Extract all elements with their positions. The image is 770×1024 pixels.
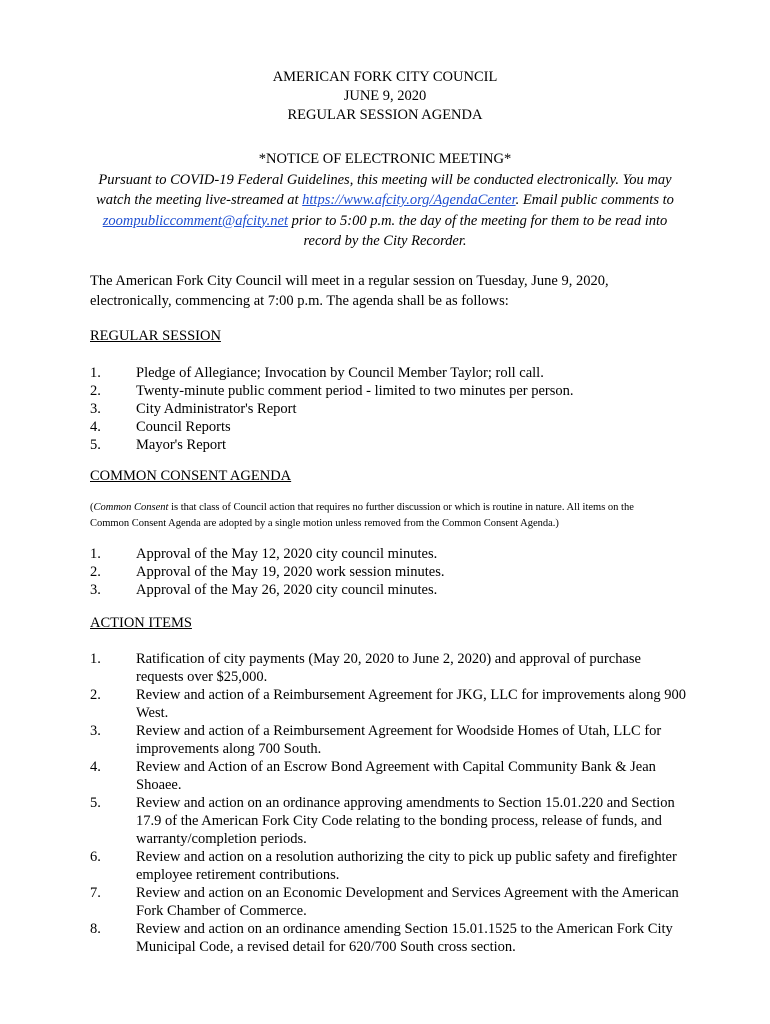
item-text: Review and action on a resolution authorizing the city to pick up public safety and firefighter employee retirement contributions. [136,849,677,883]
item-text: Ratification of city payments (May 20, 2020 to June 2, 2020) and approval of purchase requests over $25,000. [136,651,641,685]
item-number: 5. [90,437,101,453]
agenda-center-link[interactable]: https://www.afcity.org/AgendaCenter [302,192,516,208]
list-item [90,364,690,382]
note-emphasis: Common Consent [93,502,169,513]
item-text: Review and Action of an Escrow Bond Agreement with Capital Community Bank & Jean Shoaee. [136,759,656,793]
intro-paragraph: The American Fork City Council will meet in a regular session on Tuesday, June 9, 2020, electronically, commencing at 7:00 p.m. The agenda shall be as follows: [90,273,609,309]
list-item [90,581,690,599]
item-number: 3. [90,723,101,739]
regular-session-list [90,364,690,454]
item-number: 6. [90,849,101,865]
item-number: 4. [90,419,101,435]
notice-text-3: prior to 5:00 p.m. the day of the meeting for them to be read into record by the City Recorder. [288,212,668,249]
item-text: Approval of the May 12, 2020 city council minutes. [136,546,438,562]
list-item [90,758,690,794]
notice-text-1: Pursuant to COVID-19 Federal Guidelines, this meeting will be conducted electronically. You may watch the meeting live-streamed at [96,171,672,208]
header-date: JUNE 9, 2020 [343,88,427,104]
agenda-header [0,68,770,125]
item-text: Approval of the May 26, 2020 city council minutes. [136,582,438,598]
item-text: Twenty-minute public comment period - limited to two minutes per person. [136,383,574,399]
list-item [90,848,690,884]
item-number: 3. [90,582,101,598]
list-item [90,436,690,454]
item-text: Review and action on an ordinance amending Section 15.01.1525 to the American Fork City Municipal Code, a revised detail for 620/700 South cross section. [136,921,673,955]
notice-body [96,172,674,250]
item-number: 2. [90,687,101,703]
header-council-name: AMERICAN FORK CITY COUNCIL [272,69,498,85]
list-item [90,794,690,848]
electronic-meeting-notice [90,149,680,252]
action-items-list [90,650,690,956]
note-text: is that class of Council action that requires no further discussion or which is routine in nature. All items on the Common Consent Agenda are adopted by a single motion unless removed from the Common Consent Agenda.) [90,502,634,529]
common-consent-note [90,500,670,531]
list-item [90,686,690,722]
list-item [90,650,690,686]
list-item [90,722,690,758]
list-item [90,418,690,436]
notice-text-2: . Email public comments to [515,192,674,208]
item-number: 7. [90,885,101,901]
item-text: Review and action on an Economic Development and Services Agreement with the American Fork Chamber of Commerce. [136,885,679,919]
item-number: 4. [90,759,101,775]
list-item [90,563,690,581]
item-text: City Administrator's Report [136,401,297,417]
header-session-title: REGULAR SESSION AGENDA [287,107,483,123]
notice-title: *NOTICE OF ELECTRONIC MEETING* [258,151,512,167]
item-text: Review and action on an ordinance approving amendments to Section 15.01.220 and Section 17.9 of the American Fork City Code relating to the bonding process, release of funds, and warranty/completion periods. [136,795,675,847]
common-consent-list [90,545,690,599]
list-item [90,884,690,920]
item-text: Pledge of Allegiance; Invocation by Council Member Taylor; roll call. [136,365,544,381]
item-number: 3. [90,401,101,417]
item-text: Review and action of a Reimbursement Agreement for Woodside Homes of Utah, LLC for improvements along 700 South. [136,723,662,757]
item-number: 1. [90,651,101,667]
item-text: Approval of the May 19, 2020 work session minutes. [136,564,445,580]
item-number: 8. [90,921,101,937]
list-item [90,920,690,956]
common-consent-heading: COMMON CONSENT AGENDA [90,468,292,484]
item-number: 2. [90,383,101,399]
item-text: Council Reports [136,419,231,435]
item-number: 1. [90,365,101,381]
regular-session-heading: REGULAR SESSION [90,328,221,344]
public-comment-email-link[interactable]: zoompubliccomment@afcity.net [102,212,289,229]
item-number: 2. [90,564,101,580]
item-number: 5. [90,795,101,811]
item-text: Mayor's Report [136,437,227,453]
list-item [90,545,690,563]
item-text: Review and action of a Reimbursement Agreement for JKG, LLC for improvements along 900 West. [136,687,687,721]
action-items-heading: ACTION ITEMS [90,615,192,631]
list-item [90,400,690,418]
list-item [90,382,690,400]
item-number: 1. [90,546,101,562]
note-open-paren: ( [90,502,94,513]
